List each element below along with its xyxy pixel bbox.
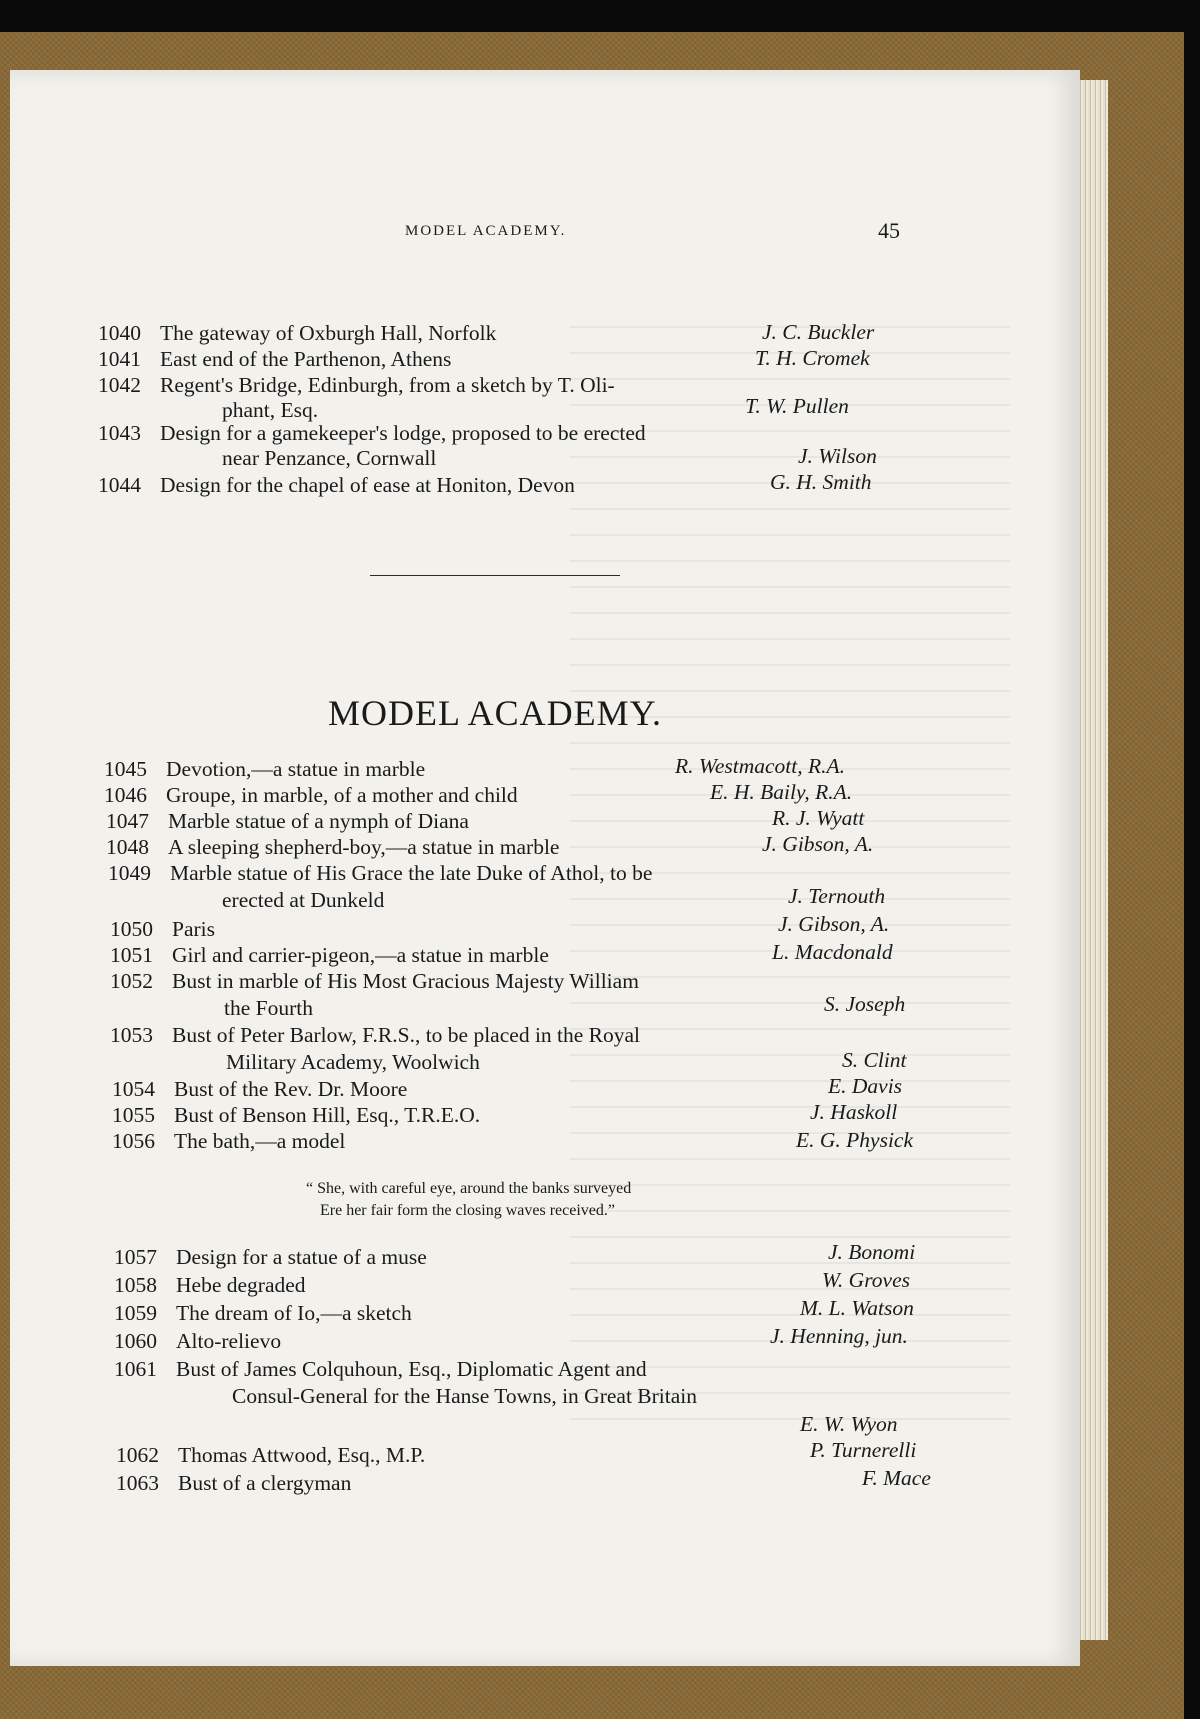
entry-artist: E. H. Baily, R.A. — [710, 780, 853, 804]
entry-title: Design for a statue of a muse — [176, 1245, 427, 1269]
entry-continuation: the Fourth — [224, 996, 313, 1020]
entry-artist: W. Groves — [822, 1268, 910, 1292]
entry-number: 1049 — [108, 861, 151, 885]
catalogue-entry — [114, 1272, 306, 1298]
entry-artist: L. Macdonald — [772, 940, 893, 964]
entry-artist: J. Gibson, A. — [762, 832, 874, 856]
entry-artist: J. Haskoll — [810, 1100, 898, 1124]
entry-artist: J. Wilson — [798, 444, 877, 468]
catalogue-entry — [110, 942, 549, 968]
entry-title: Bust of Peter Barlow, F.R.S., to be placed in the Royal — [172, 1023, 641, 1047]
entry-number: 1062 — [116, 1443, 159, 1467]
entry-artist: S. Clint — [842, 1048, 907, 1072]
entry-title: Bust of the Rev. Dr. Moore — [174, 1077, 408, 1101]
entry-artist: M. L. Watson — [800, 1296, 914, 1320]
entry-artist: J. Gibson, A. — [778, 912, 890, 936]
book-page — [10, 70, 1080, 1666]
catalogue-entry — [98, 372, 615, 398]
entry-artist: T. W. Pullen — [745, 394, 849, 418]
catalogue-entry — [110, 916, 215, 942]
catalogue-entry — [114, 1328, 281, 1354]
entry-title: Alto-relievo — [176, 1329, 282, 1353]
catalogue-entry — [106, 834, 559, 860]
entry-artist: J. Bonomi — [828, 1240, 916, 1264]
catalogue-entry — [112, 1076, 407, 1102]
entry-title: Marble statue of a nymph of Diana — [168, 809, 469, 833]
entry-number: 1057 — [114, 1245, 157, 1269]
entry-artist: R. J. Wyatt — [772, 806, 865, 830]
entry-continuation: Consul-General for the Hanse Towns, in Great Britain — [232, 1384, 698, 1408]
entry-title: Girl and carrier-pigeon,—a statue in marble — [172, 943, 549, 967]
entry-number: 1044 — [98, 473, 141, 497]
entry-artist: P. Turnerelli — [810, 1438, 917, 1462]
page-content — [10, 70, 1080, 1666]
catalogue-entry — [116, 1442, 425, 1468]
catalogue-entry — [114, 1356, 647, 1382]
entry-artist: E. Davis — [828, 1074, 903, 1098]
entry-title: A sleeping shepherd-boy,—a statue in marble — [168, 835, 560, 859]
entry-title: Design for a gamekeeper's lodge, proposed to be erected — [160, 421, 646, 445]
entry-number: 1056 — [112, 1129, 155, 1153]
entry-continuation: erected at Dunkeld — [222, 888, 385, 912]
entry-number: 1048 — [106, 835, 149, 859]
page-number: 45 — [878, 218, 900, 243]
entry-number: 1040 — [98, 321, 141, 345]
entry-artist: F. Mace — [862, 1466, 931, 1490]
entry-number: 1046 — [104, 783, 147, 807]
entry-number: 1045 — [104, 757, 147, 781]
catalogue-entry — [114, 1244, 427, 1270]
entry-artist: R. Westmacott, R.A. — [675, 754, 845, 778]
entry-title: Groupe, in marble, of a mother and child — [166, 783, 518, 807]
entry-number: 1047 — [106, 809, 149, 833]
catalogue-entry — [110, 1022, 640, 1048]
quote-line: Ere her fair form the closing waves received.” — [320, 1202, 615, 1219]
catalogue-entry — [104, 782, 518, 808]
catalogue-entry — [112, 1102, 480, 1128]
entry-title: Bust of Benson Hill, Esq., T.R.E.O. — [174, 1103, 481, 1127]
catalogue-entry — [110, 968, 639, 994]
entry-title: Design for the chapel of ease at Honiton, Devon — [160, 473, 575, 497]
entry-number: 1053 — [110, 1023, 153, 1047]
entry-number: 1058 — [114, 1273, 157, 1297]
entry-number: 1050 — [110, 917, 153, 941]
entry-number: 1043 — [98, 421, 141, 445]
entry-artist: J. C. Buckler — [762, 320, 875, 344]
catalogue-entry — [112, 1128, 345, 1154]
entry-continuation: near Penzance, Cornwall — [222, 446, 437, 470]
entry-title: Bust of James Colquhoun, Esq., Diplomatic Agent and — [176, 1357, 647, 1381]
entry-artist: J. Ternouth — [788, 884, 886, 908]
entry-number: 1042 — [98, 373, 141, 397]
section-title: MODEL ACADEMY. — [328, 693, 663, 733]
entry-continuation: phant, Esq. — [222, 398, 319, 422]
catalogue-entry — [114, 1300, 412, 1326]
entry-title: East end of the Parthenon, Athens — [160, 347, 452, 371]
entry-artist: J. Henning, jun. — [770, 1324, 908, 1348]
entry-number: 1051 — [110, 943, 153, 967]
running-head: MODEL ACADEMY. — [405, 223, 567, 239]
entry-artist: T. H. Cromek — [755, 346, 870, 370]
entry-artist: G. H. Smith — [770, 470, 872, 494]
entry-number: 1054 — [112, 1077, 155, 1101]
catalogue-entry — [98, 420, 646, 446]
entry-number: 1055 — [112, 1103, 155, 1127]
entry-title: Marble statue of His Grace the late Duke of Athol, to be — [170, 861, 653, 885]
section-rule — [370, 575, 620, 576]
catalogue-entry — [108, 860, 652, 886]
catalogue-entry — [104, 756, 425, 782]
entry-artist: S. Joseph — [824, 992, 906, 1016]
entry-number: 1041 — [98, 347, 141, 371]
entry-title: Paris — [172, 917, 215, 941]
catalogue-entry — [106, 808, 469, 834]
quote-line: “ She, with careful eye, around the banks surveyed — [306, 1180, 632, 1197]
entry-title: The gateway of Oxburgh Hall, Norfolk — [160, 321, 497, 345]
entry-title: Hebe degraded — [176, 1273, 306, 1297]
catalogue-entry — [98, 472, 575, 498]
entry-title: Bust in marble of His Most Gracious Majesty William — [172, 969, 639, 993]
entry-title: Devotion,—a statue in marble — [166, 757, 426, 781]
entry-number: 1061 — [114, 1357, 157, 1381]
entry-number: 1052 — [110, 969, 153, 993]
entry-title: Bust of a clergyman — [178, 1471, 352, 1495]
entry-number: 1060 — [114, 1329, 157, 1353]
entry-artist: E. G. Physick — [796, 1128, 914, 1152]
entry-continuation: Military Academy, Woolwich — [226, 1050, 480, 1074]
entry-title: Thomas Attwood, Esq., M.P. — [178, 1443, 426, 1467]
entry-number: 1059 — [114, 1301, 157, 1325]
entry-artist: E. W. Wyon — [800, 1412, 898, 1436]
entry-title: The dream of Io,—a sketch — [176, 1301, 412, 1325]
entry-title: The bath,—a model — [174, 1129, 346, 1153]
entry-number: 1063 — [116, 1471, 159, 1495]
catalogue-entry — [116, 1470, 351, 1496]
catalogue-entry — [98, 320, 496, 346]
catalogue-entry — [98, 346, 451, 372]
entry-title: Regent's Bridge, Edinburgh, from a sketch by T. Oli- — [160, 373, 615, 397]
